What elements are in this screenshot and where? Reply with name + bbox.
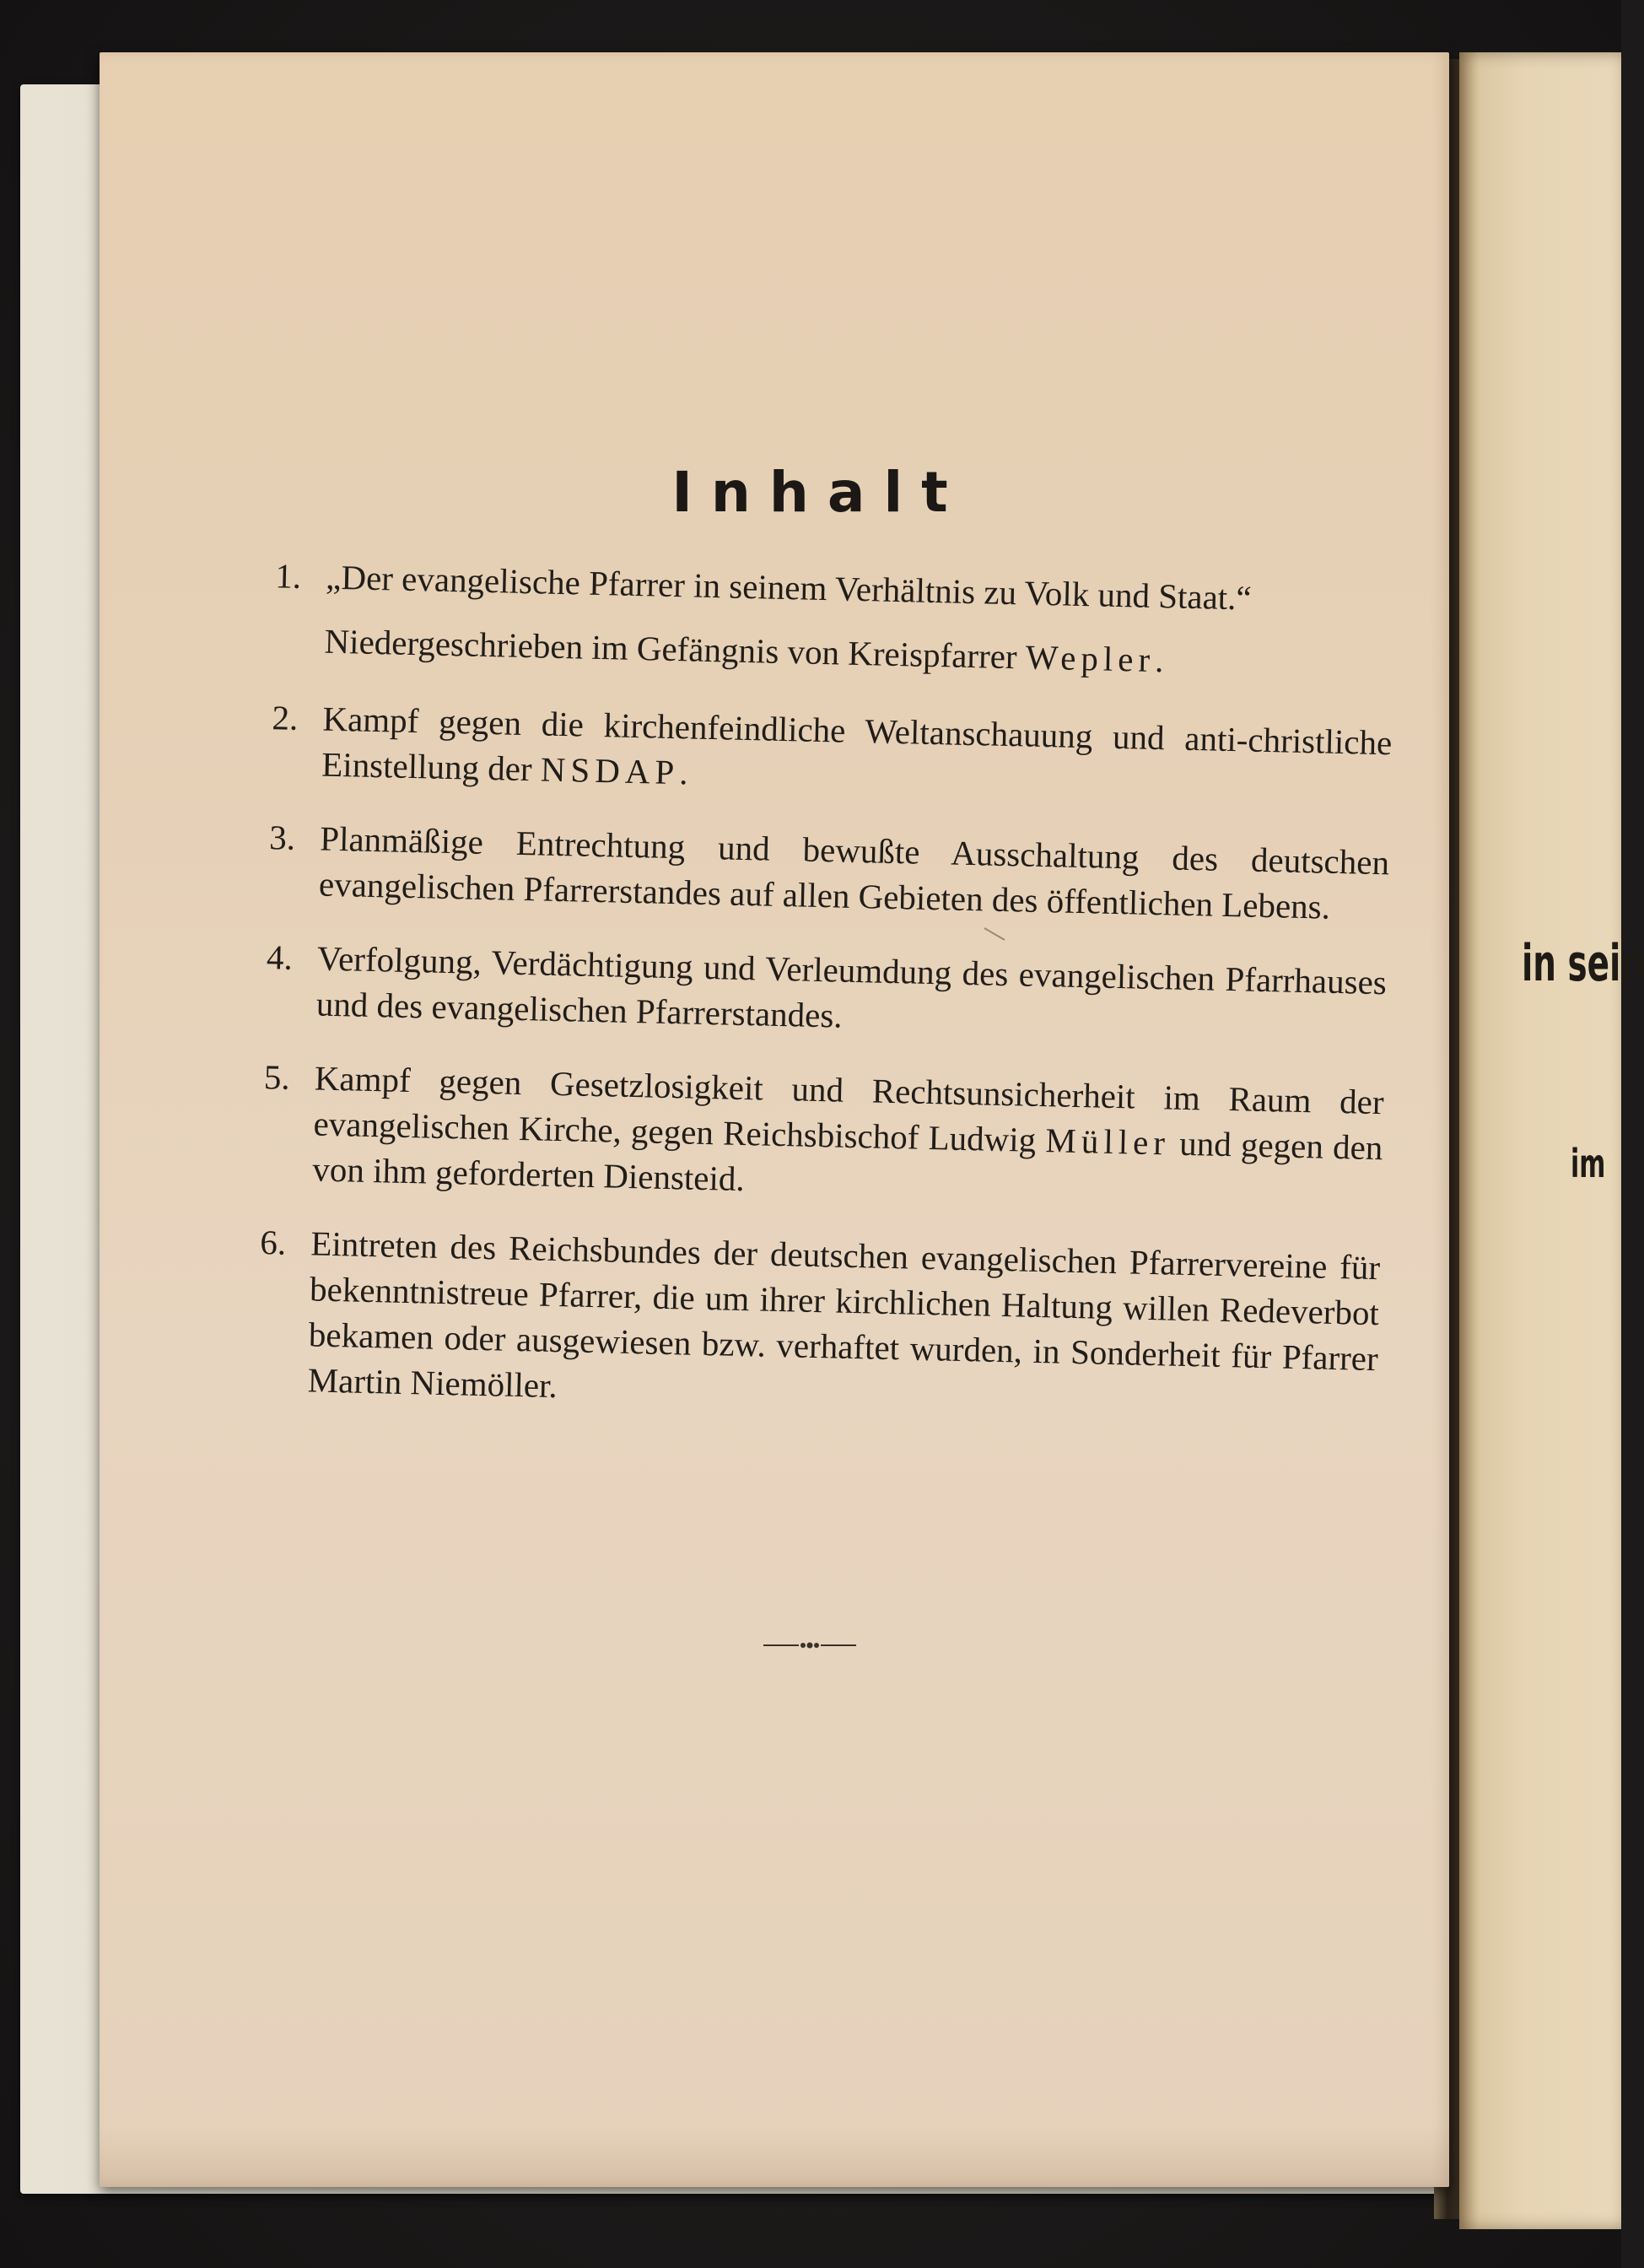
entry-text: „Der evangelische Pfarrer in seinem Verhältnis zu Volk und Staat.“ — [325, 557, 1253, 618]
entry-text: Kampf gegen Gesetzlosigkeit und Rechtsunsicherheit im Raum der evangelischen Kirche, gegen Reichsbischof Ludwig Müller und gegen den von ihm geforderten Diensteid. — [311, 1058, 1385, 1199]
pencil-mark-icon — [983, 926, 1008, 943]
facing-page-fragment: im — [1571, 1141, 1606, 1186]
entry-text: Planmäßige Entrechtung und bewußte Ausschaltung des deutschen evangelischen Pfarrerstandes auf allen Gebieten des öffentlichen Lebens. — [318, 818, 1390, 926]
bishop-name: Müller — [1044, 1120, 1171, 1163]
entry-number: 6. — [259, 1223, 287, 1262]
toc-entry-2 — [261, 694, 1393, 811]
entry-number: 2. — [272, 698, 299, 737]
toc-entry-3 — [258, 814, 1390, 931]
entry-number: 4. — [266, 937, 294, 977]
entry-text: Verfolgung, Verdächtigung und Verleumdung des evangelischen Pfarrhauses und des evangelischen Pfarrerstandes. — [315, 938, 1388, 1035]
author-name: Wepler — [1025, 637, 1156, 679]
entry-number: 5. — [263, 1057, 291, 1097]
entry-number: 3. — [268, 818, 296, 857]
toc-entry-5 — [251, 1054, 1384, 1216]
toc-entry-6 — [246, 1219, 1381, 1427]
page-title: Inhalt — [671, 460, 967, 525]
facing-page — [1459, 52, 1644, 2229]
ornament-divider-icon — [763, 1639, 856, 1652]
entry-text: Eintreten des Reichsbundes der deutschen evangelischen Pfarrervereine für bekenntnistreue Pfarrer, die um ihrer kirchlichen Haltung willen Redeverbot bekamen oder ausgewiesen bzw. verhaftet wurden, in Sonderheit für Pfarrer Martin Niemöller. — [307, 1223, 1381, 1406]
page-bottom-fold — [100, 2126, 1449, 2187]
entry-1-note: Niedergeschrieben im Gefängnis von Kreispfarrer Wepler. — [324, 621, 1164, 680]
table-of-contents — [245, 553, 1395, 1455]
facing-page-fragment: in sein — [1522, 934, 1644, 993]
toc-entry-4 — [255, 934, 1387, 1050]
entry-number: 1. — [274, 556, 302, 596]
party-name: NSDAP — [540, 749, 680, 792]
entry-text: Kampf gegen die kirchenfeindliche Weltanschauung und anti-christliche Einstellung der NSDAP. — [321, 699, 1393, 792]
